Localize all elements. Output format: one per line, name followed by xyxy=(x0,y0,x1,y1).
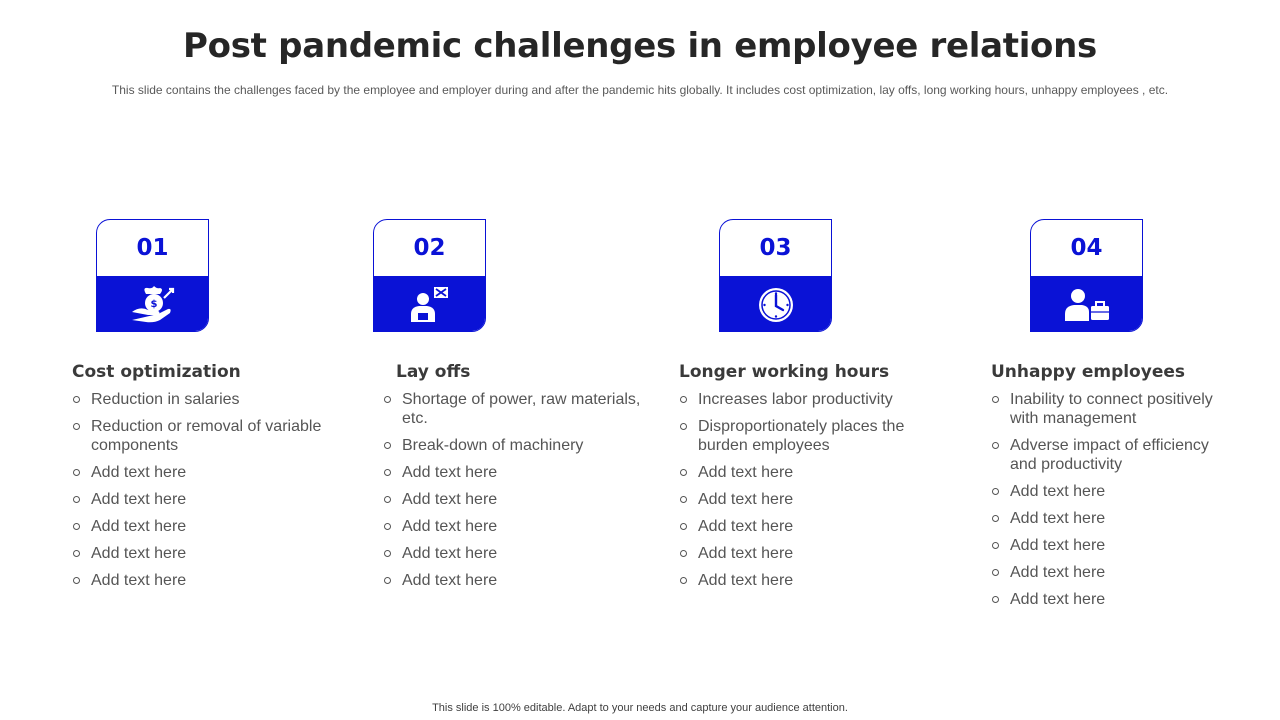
slide-footer: This slide is 100% editable. Adapt to your needs and capture your audience attention. xyxy=(432,702,848,714)
bullet-icon xyxy=(384,550,391,557)
column-longer-working-hours xyxy=(679,362,949,598)
list-item: Add text here xyxy=(383,463,643,482)
bullet-icon xyxy=(384,396,391,403)
list-item: Add text here xyxy=(679,571,949,590)
employee-briefcase-icon xyxy=(1063,285,1111,325)
bullet-icon xyxy=(384,496,391,503)
bullet-icon xyxy=(992,396,999,403)
money-bag-hand-icon xyxy=(130,284,176,326)
bullet-icon xyxy=(680,550,687,557)
bullet-icon xyxy=(992,515,999,522)
list-item: Add text here xyxy=(72,517,352,536)
list-item: Add text here xyxy=(679,517,949,536)
card-number: 04 xyxy=(1070,235,1103,261)
list-item: Add text here xyxy=(991,509,1231,528)
list-item: Break-down of machinery xyxy=(383,436,643,455)
bullet-icon xyxy=(73,523,80,530)
list-item: Add text here xyxy=(991,536,1231,555)
list-item: Add text here xyxy=(72,490,352,509)
slide-subtitle: This slide contains the challenges faced by the employee and employer during and after the pandemic hits globally. It includes cost optimization, lay offs, long working hours, unhappy employees , etc. xyxy=(111,83,1169,97)
bullet-list xyxy=(991,390,1231,609)
list-item: Add text here xyxy=(72,544,352,563)
card-lay-offs xyxy=(373,219,486,332)
list-item: Shortage of power, raw materials, etc. xyxy=(383,390,643,428)
bullet-list xyxy=(72,390,352,590)
bullet-list xyxy=(679,390,949,590)
list-item: Reduction in salaries xyxy=(72,390,352,409)
bullet-icon xyxy=(73,577,80,584)
column-heading: Cost optimization xyxy=(72,362,241,382)
bullet-icon xyxy=(73,469,80,476)
card-number: 03 xyxy=(759,235,792,261)
column-heading: Longer working hours xyxy=(679,362,890,382)
list-item: Add text here xyxy=(383,544,643,563)
list-item: Add text here xyxy=(991,590,1231,609)
list-item: Increases labor productivity xyxy=(679,390,949,409)
bullet-icon xyxy=(680,577,687,584)
list-item: Add text here xyxy=(72,571,352,590)
list-item: Reduction or removal of variable components xyxy=(72,417,352,455)
list-item: Add text here xyxy=(383,517,643,536)
list-item: Add text here xyxy=(679,544,949,563)
svg-text:$: $ xyxy=(150,298,157,310)
column-heading: Lay offs xyxy=(396,362,471,382)
list-item: Add text here xyxy=(383,571,643,590)
bullet-icon xyxy=(73,423,80,430)
column-lay-offs xyxy=(383,362,643,598)
bullet-icon xyxy=(384,523,391,530)
bullet-icon xyxy=(680,496,687,503)
bullet-icon xyxy=(73,396,80,403)
bullet-icon xyxy=(680,396,687,403)
column-unhappy-employees xyxy=(991,362,1231,617)
slide-title: Post pandemic challenges in employee relations xyxy=(183,26,1097,66)
list-item: Add text here xyxy=(679,490,949,509)
bullet-icon xyxy=(992,442,999,449)
list-item: Add text here xyxy=(72,463,352,482)
list-item: Add text here xyxy=(991,563,1231,582)
list-item: Add text here xyxy=(383,490,643,509)
bullet-icon xyxy=(992,542,999,549)
employee-termination-icon xyxy=(407,284,453,326)
card-number: 02 xyxy=(413,235,446,261)
list-item: Disproportionately places the burden employees xyxy=(679,417,949,455)
list-item: Add text here xyxy=(991,482,1231,501)
column-heading: Unhappy employees xyxy=(991,362,1185,382)
card-longer-working-hours xyxy=(719,219,832,332)
bullet-icon xyxy=(73,496,80,503)
list-item: Add text here xyxy=(679,463,949,482)
bullet-icon xyxy=(384,469,391,476)
list-item: Inability to connect positively with management xyxy=(991,390,1231,428)
bullet-icon xyxy=(992,569,999,576)
bullet-icon xyxy=(680,469,687,476)
bullet-icon xyxy=(992,488,999,495)
list-item: Adverse impact of efficiency and productivity xyxy=(991,436,1231,474)
bullet-icon xyxy=(680,423,687,430)
card-cost-optimization xyxy=(96,219,209,332)
card-unhappy-employees xyxy=(1030,219,1143,332)
column-cost-optimization xyxy=(72,362,352,598)
bullet-list xyxy=(383,390,643,590)
clock-icon xyxy=(756,285,796,325)
bullet-icon xyxy=(992,596,999,603)
bullet-icon xyxy=(73,550,80,557)
bullet-icon xyxy=(384,577,391,584)
bullet-icon xyxy=(680,523,687,530)
bullet-icon xyxy=(384,442,391,449)
card-number: 01 xyxy=(136,235,169,261)
